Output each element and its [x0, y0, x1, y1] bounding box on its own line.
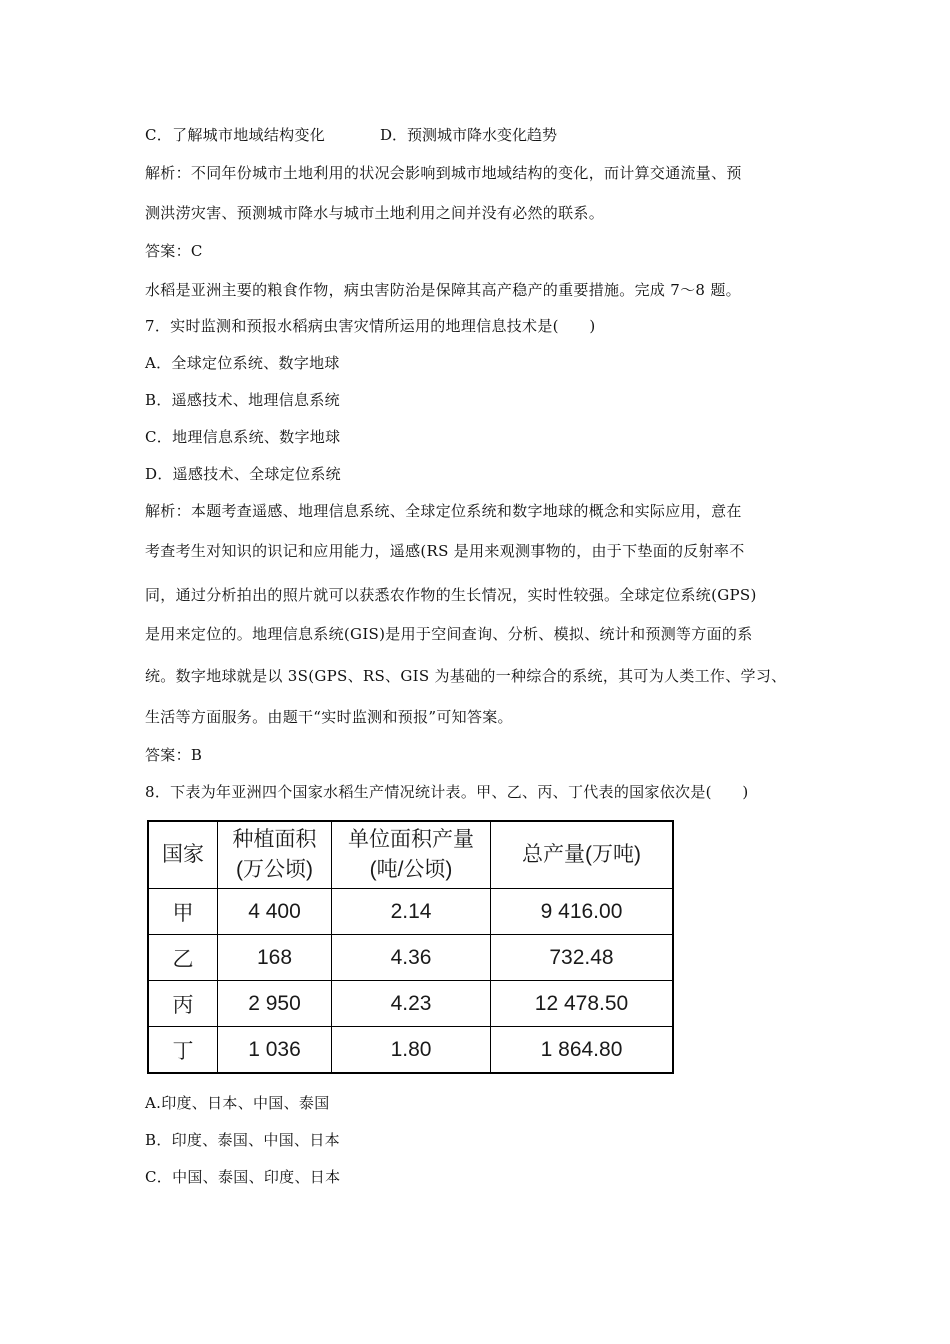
cell-country: 甲 [148, 889, 218, 935]
cell-area: 1 036 [218, 1027, 332, 1074]
cell-country: 乙 [148, 935, 218, 981]
q7-option-d: D．遥感技术、全球定位系统 [145, 465, 341, 483]
q6-option-c: C．了解城市地域结构变化 [145, 126, 326, 144]
q7-analysis-line-2: 考查考生对知识的识记和应用能力，遥感(RS 是用来观测事物的，由于下垫面的反射率不 [145, 542, 745, 560]
cell-yield: 4.23 [332, 981, 491, 1027]
rice-production-table [147, 820, 674, 1074]
table-row [148, 935, 673, 981]
q7-answer: 答案：B [145, 746, 203, 764]
q7-analysis-line-6: 生活等方面服务。由题干“实时监测和预报”可知答案。 [145, 708, 513, 726]
q8-stem: 8．下表为年亚洲四个国家水稻生产情况统计表。甲、乙、丙、丁代表的国家依次是( ) [145, 783, 749, 801]
cell-area: 168 [218, 935, 332, 981]
cell-area: 2 950 [218, 981, 332, 1027]
cell-yield: 4.36 [332, 935, 491, 981]
q6-analysis-line-2: 测洪涝灾害、预测城市降水与城市土地利用之间并没有必然的联系。 [145, 204, 605, 222]
q7-analysis-line-4: 是用来定位的。地理信息系统(GIS)是用于空间查询、分析、模拟、统计和预测等方面的系 [145, 625, 753, 643]
cell-yield: 1.80 [332, 1027, 491, 1074]
q7-analysis-line-5: 统。数字地球就是以 3S(GPS、RS、GIS 为基础的一种综合的系统，其可为人类工作、学习、 [145, 667, 787, 685]
table-row [148, 1027, 673, 1074]
header-yield-unit: (吨/公顷) [369, 858, 453, 881]
q6-option-d: D．预测城市降水变化趋势 [380, 126, 558, 144]
q6-analysis-line-1: 解析：不同年份城市土地利用的状况会影响到城市地域结构的变化，而计算交通流量、预 [145, 164, 742, 182]
header-total [491, 821, 674, 889]
q6-answer: 答案：C [145, 242, 203, 260]
cell-country: 丙 [148, 981, 218, 1027]
q7-stem: 7．实时监测和预报水稻病虫害灾情所运用的地理信息技术是( ) [145, 317, 596, 335]
q7-option-a: A．全球定位系统、数字地球 [145, 354, 340, 372]
q8-option-a: A.印度、日本、中国、泰国 [145, 1094, 330, 1112]
q7-analysis-line-3: 同，通过分析拍出的照片就可以获悉农作物的生长情况，实时性较强。全球定位系统(GPS) [145, 586, 757, 604]
questions-intro: 水稻是亚洲主要的粮食作物，病虫害防治是保障其高产稳产的重要措施。完成 7～8 题。 [145, 281, 741, 299]
table-row [148, 981, 673, 1027]
header-yield-label: 单位面积产量 [348, 828, 474, 851]
header-country [148, 821, 218, 889]
header-yield [332, 821, 491, 889]
cell-total: 1 864.80 [491, 1027, 674, 1074]
table-row [148, 889, 673, 935]
q7-option-b: B．遥感技术、地理信息系统 [145, 391, 340, 409]
cell-total: 732.48 [491, 935, 674, 981]
cell-total: 12 478.50 [491, 981, 674, 1027]
header-area-label: 种植面积 [232, 828, 317, 851]
cell-area: 4 400 [218, 889, 332, 935]
header-total-label: 总产量(万吨) [522, 843, 641, 866]
q8-option-c: C．中国、泰国、印度、日本 [145, 1168, 341, 1186]
header-area [218, 821, 332, 889]
header-area-unit: (万公顷) [236, 858, 313, 881]
q7-analysis-line-1: 解析：本题考查遥感、地理信息系统、全球定位系统和数字地球的概念和实际应用，意在 [145, 502, 742, 520]
header-country-label: 国家 [162, 843, 204, 866]
table-header-row [148, 821, 673, 889]
cell-total: 9 416.00 [491, 889, 674, 935]
cell-country: 丁 [148, 1027, 218, 1074]
cell-yield: 2.14 [332, 889, 491, 935]
q8-option-b: B．印度、泰国、中国、日本 [145, 1131, 340, 1149]
q7-option-c: C．地理信息系统、数字地球 [145, 428, 341, 446]
